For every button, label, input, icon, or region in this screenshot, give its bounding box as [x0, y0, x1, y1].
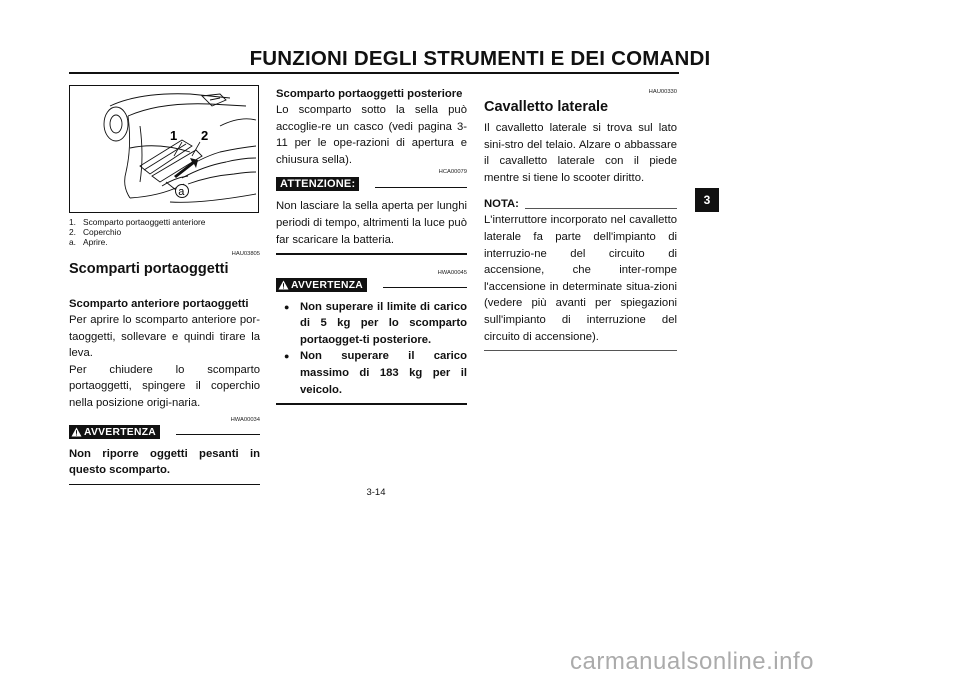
section-code: HAU00330 — [648, 89, 677, 95]
caution-end-rule — [276, 253, 467, 255]
note-header — [484, 196, 677, 212]
list-item: ● Non superare il limite di carico di 5 kg per lo scomparto portaogget-ti posteriore. — [276, 299, 467, 349]
column-storage — [69, 250, 260, 485]
page-title: FUNZIONI DEGLI STRUMENTI E DEI COMANDI — [249, 47, 711, 70]
warning-header — [69, 424, 260, 440]
caution-code: HCA00079 — [438, 169, 467, 176]
scooter-storage-illustration — [70, 86, 258, 212]
note-end-rule — [484, 350, 677, 351]
callout-a: a — [178, 186, 185, 198]
warning-list — [276, 299, 467, 399]
warning-badge: AVVERTENZA — [69, 425, 160, 439]
caption-row: 2. Coperchio — [69, 226, 122, 237]
list-item: ● Non superare il carico massimo di 183 kg per il veicolo. — [276, 348, 467, 398]
warning-rule — [176, 434, 260, 435]
paragraph: Il cavalletto laterale si trova sul lato sini-stro del telaio. Alzare o abbassare il cavalletto laterale con il piede mentre si tiene lo scooter diritto. — [484, 122, 677, 184]
caption-row: 1. Scomparto portaoggetti anteriore — [69, 217, 206, 227]
note-text: L'interruttore incorporato nel cavalletto laterale fa parte dell'impianto di interruzio-ne del circuito di accensione, che inter-rompe l'accensione in determinate situa-zioni (vedere più avanti per spiegazioni sull'impianto di interruzione del circuito di accensione). — [484, 214, 677, 343]
note-label: NOTA: — [484, 198, 519, 211]
warning-header — [276, 277, 467, 293]
storage-figure — [69, 85, 259, 213]
section-code: HAU03805 — [231, 251, 260, 257]
warning-triangle-icon — [71, 427, 82, 437]
caution-header — [276, 176, 467, 192]
warning-text: Non riporre oggetti pesanti in questo scomparto. — [69, 447, 260, 477]
warning-end-rule — [276, 403, 467, 405]
caption-row: a. Aprire. — [69, 236, 108, 247]
paragraph: Per chiudere lo scomparto portaoggetti, spingere il coperchio nella posizione origi-naria. — [69, 363, 260, 409]
chapter-tab: 3 — [695, 188, 719, 212]
paragraph: Lo scomparto sotto la sella può accoglie-re un casco (vedi pagina 3-11 per le ope-razioni di apertura e chiusura sella). — [276, 104, 467, 166]
note-rule — [525, 208, 677, 209]
warning-code: HWA00034 — [230, 416, 260, 423]
subsection-title: Scomparto portaoggetti posteriore — [276, 88, 463, 100]
warning-triangle-icon — [278, 280, 289, 290]
subsection-title: Scomparto anteriore portaoggetti — [69, 298, 249, 310]
callout-1: 1 — [170, 128, 178, 143]
caution-rule — [375, 187, 467, 188]
caution-badge: ATTENZIONE: — [276, 177, 359, 191]
warning-code: HWA00045 — [437, 269, 467, 276]
header-rule — [69, 72, 679, 74]
paragraph: Per aprire lo scomparto anteriore por-taoggetti, sollevare e quindi tirare la leva. — [69, 314, 260, 360]
warning-end-rule — [69, 484, 260, 486]
watermark: carmanualsonline.info — [570, 648, 814, 675]
section-title: Cavalletto laterale — [484, 99, 609, 115]
callout-2: 2 — [201, 128, 209, 143]
page-number: 3-14 — [366, 487, 386, 498]
caution-text: Non lasciare la sella aperta per lunghi periodi di tempo, altrimenti la luce può far scaricare la batteria. — [276, 200, 467, 246]
column-rear-storage — [276, 86, 467, 405]
figure-captions — [69, 218, 260, 247]
section-title: Scomparti portaoggetti — [69, 261, 229, 277]
column-side-stand — [484, 88, 677, 351]
warning-rule — [383, 287, 467, 288]
warning-badge: AVVERTENZA — [276, 278, 367, 292]
